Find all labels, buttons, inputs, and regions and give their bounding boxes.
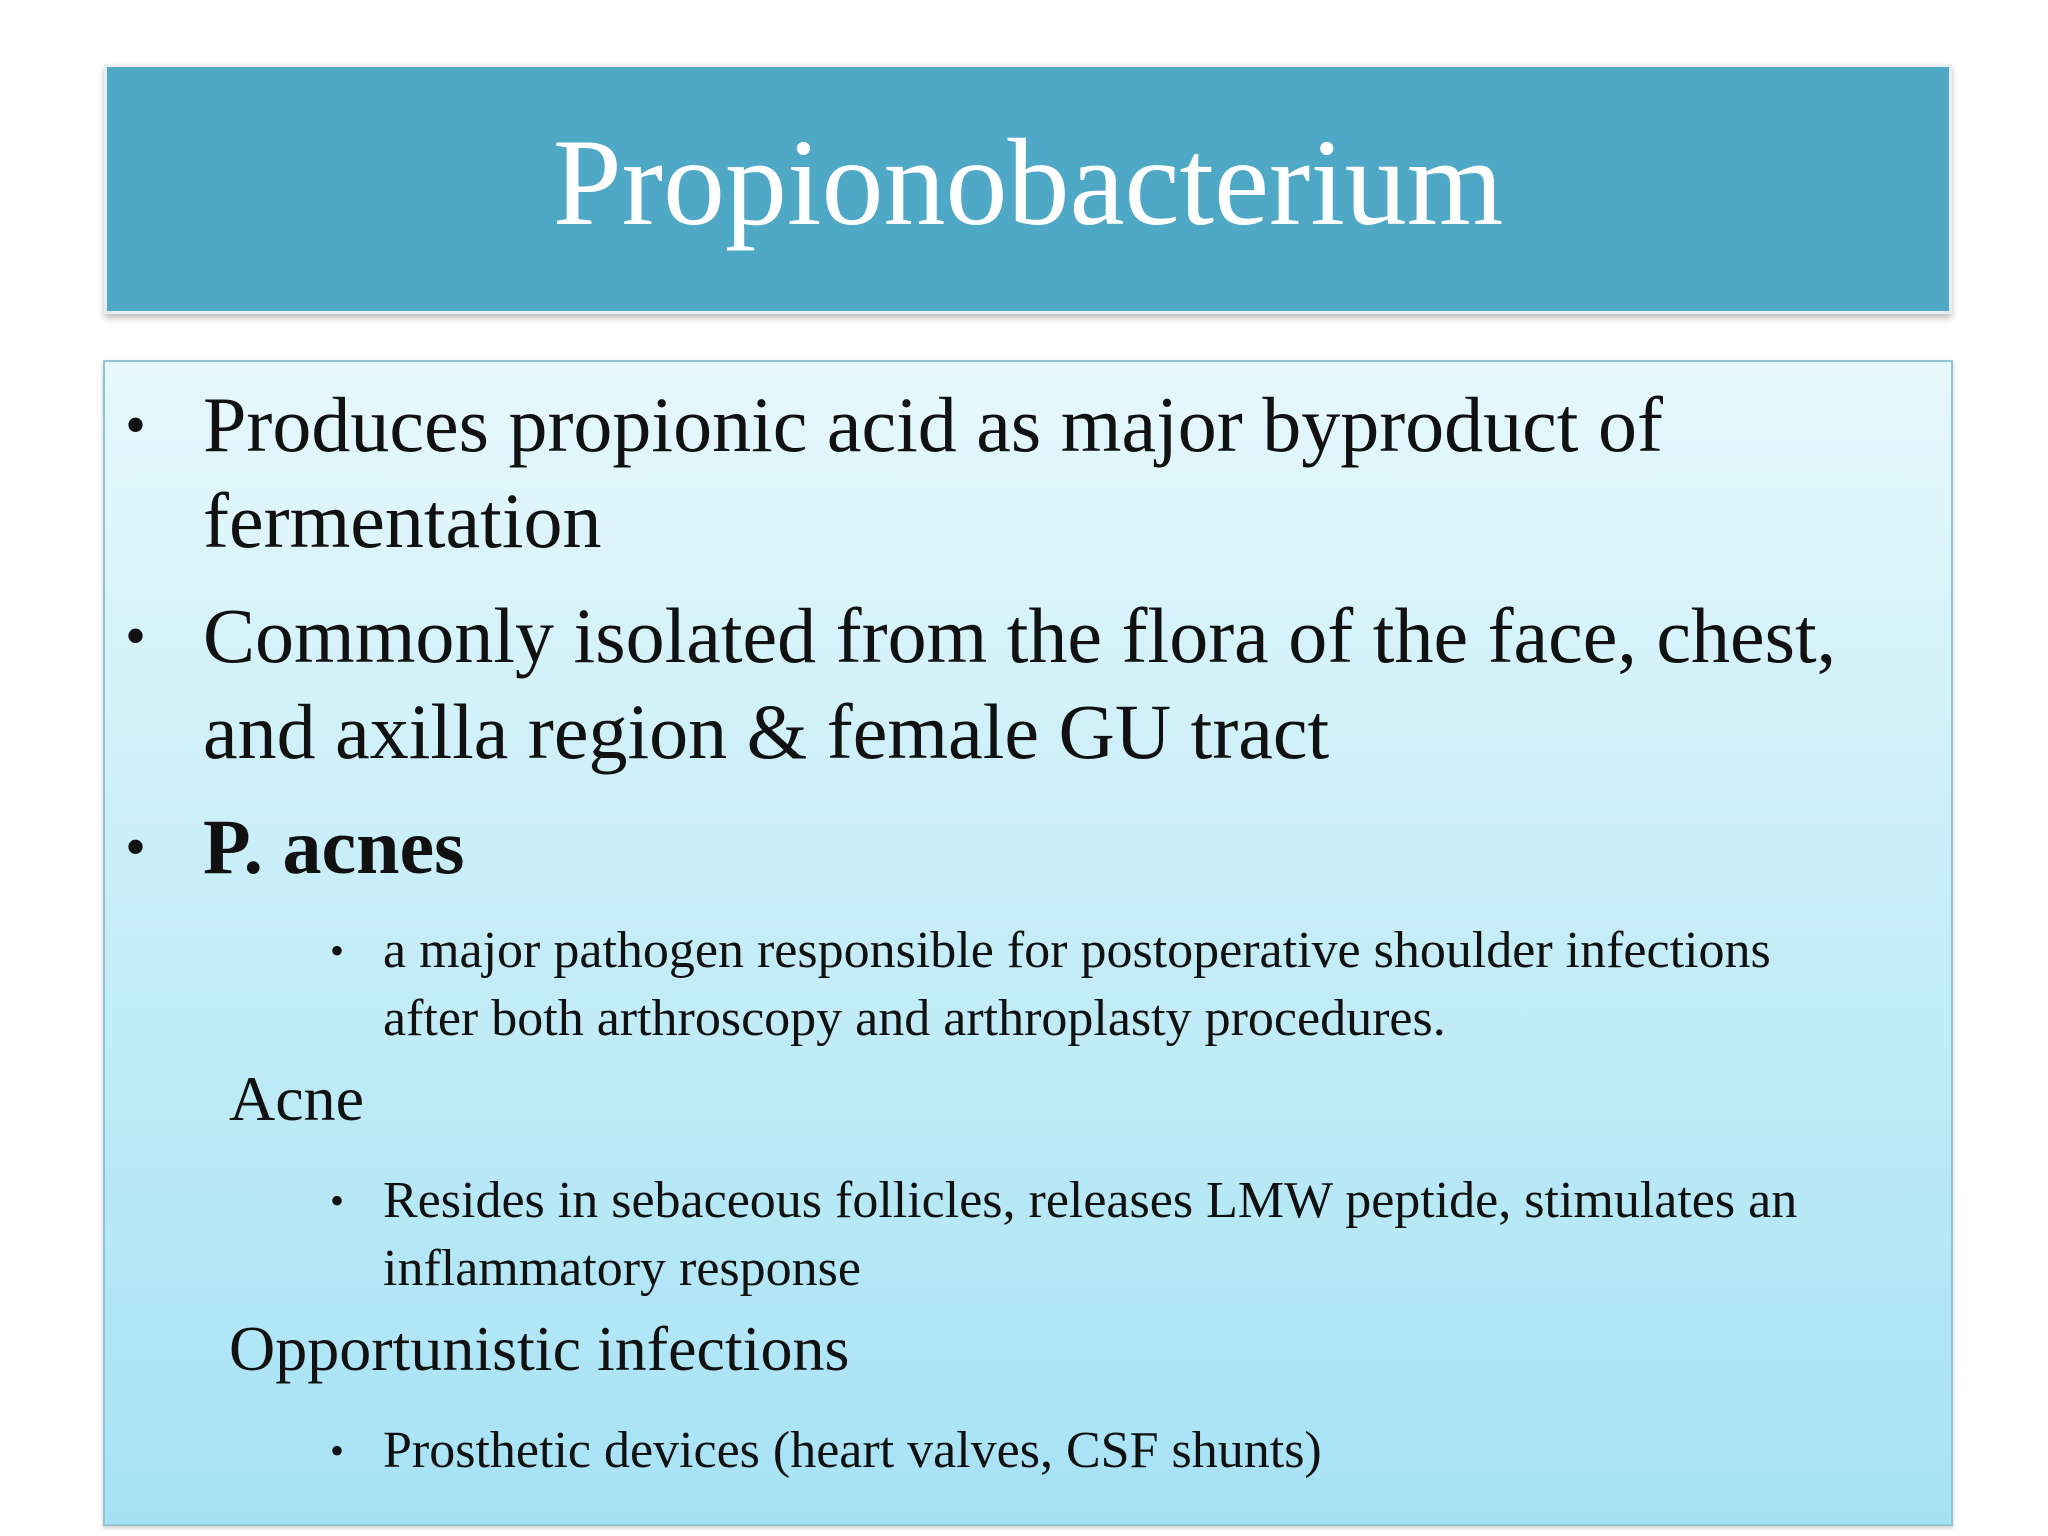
- sub-bullet-line: inflammatory response: [383, 1240, 861, 1297]
- bullet-text: [203, 588, 1923, 780]
- acne-heading: Acne: [229, 1063, 365, 1134]
- bullet-text: P. acnes: [203, 803, 465, 890]
- sub-bullet-text: [383, 917, 1943, 1053]
- sub-bullet-icon: •: [330, 928, 345, 973]
- opportunistic-infections-heading: Opportunistic infections: [229, 1313, 850, 1384]
- bullet-line: fermentation: [203, 477, 602, 564]
- sub-bullet-text: [383, 1167, 1943, 1303]
- sub-bullet-line: Resides in sebaceous follicles, releases LMW peptide, stimulates an: [383, 1172, 1798, 1229]
- bullet-line: Produces propionic acid as major byproduct of: [203, 381, 1663, 468]
- bullet-line: and axilla region & female GU tract: [203, 688, 1330, 775]
- bullet-line: Commonly isolated from the flora of the face, chest,: [203, 592, 1837, 679]
- bullet-icon: •: [125, 814, 147, 880]
- sub-bullet-text: Prosthetic devices (heart valves, CSF shunts): [383, 1422, 1322, 1479]
- content-panel: [103, 360, 1953, 1526]
- title-banner: [104, 64, 1952, 314]
- sub-bullet-icon: •: [330, 1428, 345, 1473]
- bullet-icon: •: [125, 392, 147, 458]
- sub-bullet-line: after both arthroscopy and arthroplasty procedures.: [383, 990, 1446, 1047]
- sub-bullet-line: a major pathogen responsible for postoperative shoulder infections: [383, 922, 1771, 979]
- bullet-text: [203, 377, 1923, 569]
- sub-bullet-icon: •: [330, 1178, 345, 1223]
- bullet-icon: •: [125, 603, 147, 669]
- slide-title: Propionobacterium: [552, 114, 1504, 251]
